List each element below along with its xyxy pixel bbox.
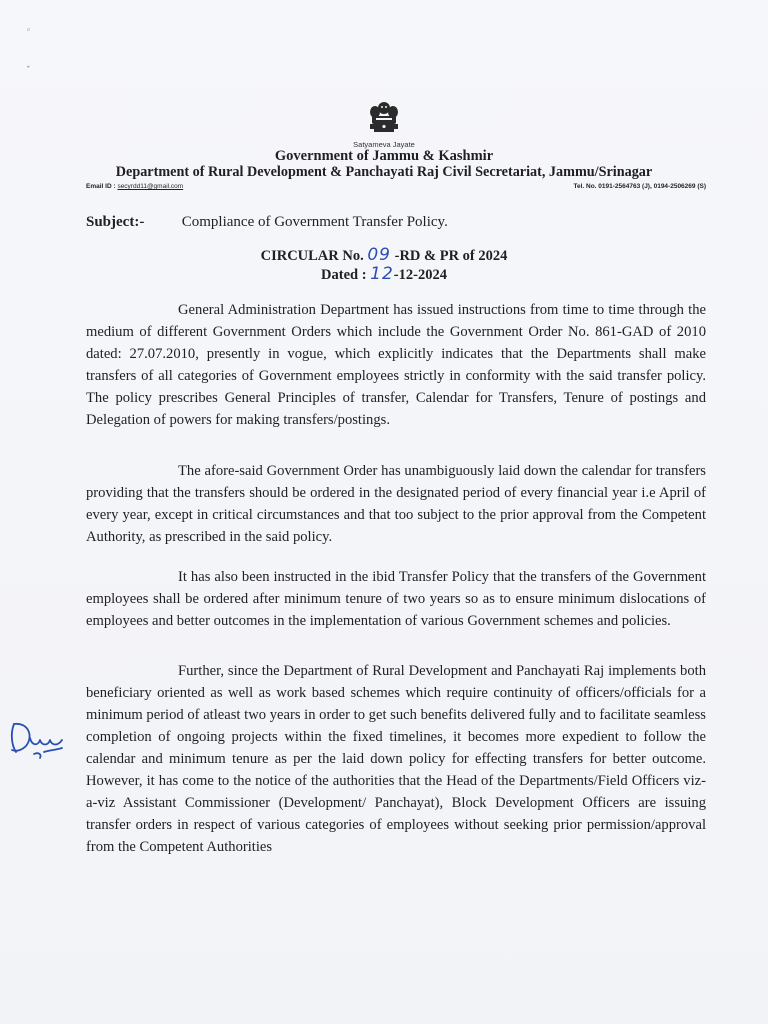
paragraph-1 <box>86 299 706 431</box>
department-title: Department of Rural Development & Panchayati Raj Civil Secretariat, Jammu/Srinagar <box>115 164 653 180</box>
circular-suffix: -RD & PR of 2024 <box>394 248 508 264</box>
paragraph-1-text: General Administration Department has issued instructions from time to time through the medium of different Government Orders which include the Government Order No. 861-GAD of 2010 dated: 27.07.2010, presently in vogue, which explicitly indicates that the Departments shall make transfers of all categories of Government employees strictly in conformity with the said transfer policy. The policy prescribes General Principles of transfer, Calendar for Transfers, Tenure of postings and Delegation of powers for making transfers/postings. <box>86 302 706 428</box>
date-day-handwritten: 12 <box>370 264 394 284</box>
circular-prefix: CIRCULAR No. <box>260 248 364 264</box>
paragraph-4 <box>86 660 706 858</box>
circular-date-line <box>0 265 768 284</box>
scan-speck: ˇ <box>26 66 31 76</box>
circular-heading <box>0 246 768 284</box>
email-address: secyrdd11@gmail.com <box>117 183 184 190</box>
emblem-motto: Satyameva Jayate <box>353 140 415 149</box>
national-emblem-icon <box>364 100 404 138</box>
paragraph-3 <box>86 566 706 632</box>
subject-label: Subject:- <box>86 214 145 230</box>
circular-number-handwritten: 09 <box>367 245 391 265</box>
paragraph-2 <box>86 460 706 548</box>
government-title: Government of Jammu & Kashmir <box>274 148 494 164</box>
date-rest: -12-2024 <box>393 267 447 283</box>
telephone-numbers: Tel. No. 0191-2564763 (J), 0194-2506269 (S) <box>573 183 706 190</box>
email-block <box>86 183 183 190</box>
circular-number-line <box>0 246 768 265</box>
paragraph-3-text: It has also been instructed in the ibid Transfer Policy that the transfers of the Government employees shall be ordered after minimum tenure of two years so as to ensure minimum dislocations of employees and better outcomes in the implementation of various Government schemes and policies. <box>86 569 706 629</box>
handwritten-initials-signature <box>4 716 70 766</box>
subject-text: Compliance of Government Transfer Policy. <box>181 214 448 230</box>
paragraph-2-text: The afore-said Government Order has unambiguously laid down the calendar for transfers providing that the transfers should be ordered in the designated period of every financial year i.e April of every year, except in critical circumstances and that too subject to the prior approval from the Competent Authority, as prescribed in the said policy. <box>86 463 706 545</box>
subject-line <box>86 214 448 231</box>
scan-speck: ◦ <box>26 26 32 36</box>
paragraph-4-text: Further, since the Department of Rural Development and Panchayati Raj implements both beneficiary oriented as well as work based schemes which require continuity of officers/officials for a minimum period of atleast two years in order to get such benefits delivered fully and to facilitate seamless completion of ongoing projects within the fixed timelines, it becomes more expedient to follow the calendar and minimum tenure as per the laid down policy for effecting transfers for better outcome. However, it has come to the notice of the authorities that the Head of the Departments/Field Officers viz-a-viz Assistant Commissioner (Development/ Panchayat), Block Development Officers are issuing transfer orders in respect of various categories of employees without seeking prior permission/approval from the Competent Authorities <box>86 663 706 855</box>
dated-label: Dated : <box>321 267 367 283</box>
email-label: Email ID : <box>86 183 116 190</box>
